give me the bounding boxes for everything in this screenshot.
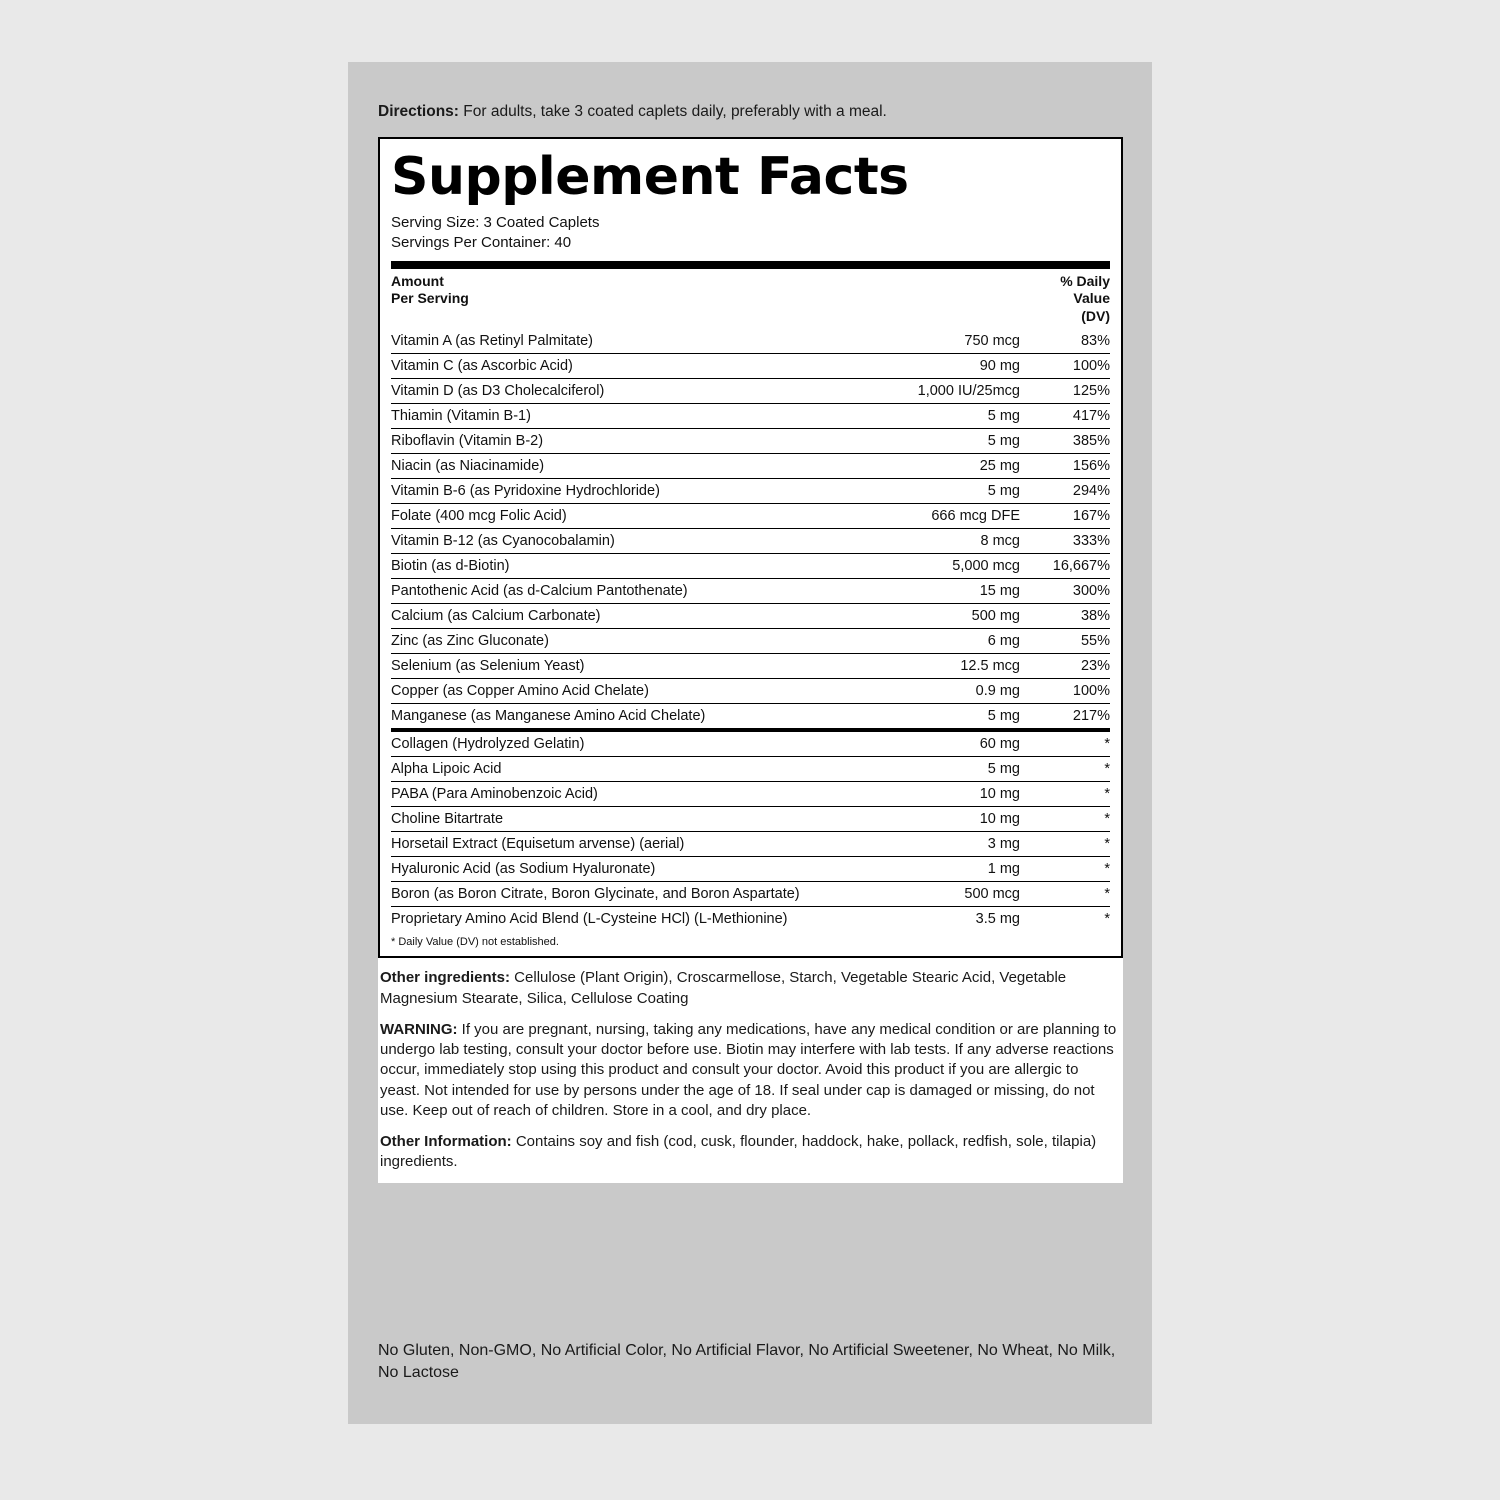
nutrient-daily-value: 333%	[1020, 529, 1110, 554]
table-row	[391, 907, 1110, 932]
table-row	[391, 704, 1110, 731]
table-header-row	[391, 269, 1110, 330]
table-row	[391, 807, 1110, 832]
page-title: Supplement Facts	[391, 147, 909, 207]
dv-header-line2: Value	[1073, 290, 1110, 307]
nutrient-amount: 5 mg	[840, 757, 1020, 782]
nutrient-name: Vitamin D (as D3 Cholecalciferol)	[391, 379, 840, 404]
nutrient-amount: 12.5 mcg	[840, 654, 1020, 679]
nutrient-amount: 5 mg	[840, 479, 1020, 504]
nutrient-name: Horsetail Extract (Equisetum arvense) (aerial)	[391, 832, 840, 857]
nutrient-name: Thiamin (Vitamin B-1)	[391, 404, 840, 429]
other-information	[380, 1132, 1121, 1173]
table-row	[391, 529, 1110, 554]
dv-header-line3: (DV)	[1081, 307, 1110, 324]
nutrient-daily-value: *	[1020, 757, 1110, 782]
nutrient-amount: 10 mg	[840, 782, 1020, 807]
nutrient-daily-value: 83%	[1020, 329, 1110, 354]
table-row	[391, 832, 1110, 857]
directions-label: Directions:	[378, 103, 459, 120]
table-row	[391, 679, 1110, 704]
nutrient-amount: 1 mg	[840, 857, 1020, 882]
nutrient-name: Folate (400 mcg Folic Acid)	[391, 504, 840, 529]
nutrient-name: Alpha Lipoic Acid	[391, 757, 840, 782]
nutrient-amount: 5 mg	[840, 429, 1020, 454]
nutrient-daily-value: 300%	[1020, 579, 1110, 604]
daily-value-header	[1020, 269, 1110, 330]
nutrient-name: PABA (Para Aminobenzoic Acid)	[391, 782, 840, 807]
nutrient-daily-value: *	[1020, 857, 1110, 882]
table-row	[391, 329, 1110, 354]
nutrition-table	[391, 269, 1110, 932]
nutrient-name: Niacin (as Niacinamide)	[391, 454, 840, 479]
table-row	[391, 404, 1110, 429]
nutrient-name: Selenium (as Selenium Yeast)	[391, 654, 840, 679]
nutrient-daily-value: *	[1020, 807, 1110, 832]
nutrient-name: Biotin (as d-Biotin)	[391, 554, 840, 579]
directions-line	[378, 102, 1123, 122]
amount-header-line1: Amount	[391, 272, 444, 289]
nutrient-name: Pantothenic Acid (as d-Calcium Pantothenate)	[391, 579, 840, 604]
table-row	[391, 479, 1110, 504]
nutrient-amount: 15 mg	[840, 579, 1020, 604]
nutrient-daily-value: *	[1020, 882, 1110, 907]
table-row	[391, 379, 1110, 404]
nutrient-amount: 25 mg	[840, 454, 1020, 479]
product-claims: No Gluten, Non-GMO, No Artificial Color, No Artificial Flavor, No Artificial Sweetener, No Wheat, No Milk, No Lactose	[378, 1342, 1116, 1381]
nutrient-amount: 90 mg	[840, 354, 1020, 379]
nutrient-name: Copper (as Copper Amino Acid Chelate)	[391, 679, 840, 704]
nutrient-name: Proprietary Amino Acid Blend (L-Cysteine HCl) (L-Methionine)	[391, 911, 788, 928]
nutrient-name: Vitamin C (as Ascorbic Acid)	[391, 354, 840, 379]
nutrient-daily-value: *	[1104, 911, 1110, 928]
table-row	[391, 579, 1110, 604]
nutrient-daily-value: 167%	[1020, 504, 1110, 529]
servings-per-container: Servings Per Container: 40	[391, 233, 572, 251]
table-row	[391, 654, 1110, 679]
nutrient-amount: 750 mcg	[840, 329, 1020, 354]
nutrient-amount: 0.9 mg	[840, 679, 1020, 704]
nutrient-daily-value: 294%	[1020, 479, 1110, 504]
serving-size: Serving Size: 3 Coated Caplets	[391, 214, 600, 231]
nutrient-daily-value: 417%	[1020, 404, 1110, 429]
table-row	[391, 730, 1110, 757]
nutrient-amount: 6 mg	[840, 629, 1020, 654]
nutrient-name: Riboflavin (Vitamin B-2)	[391, 429, 840, 454]
label-page	[348, 62, 1152, 1424]
supplement-facts-box	[378, 137, 1123, 958]
amount-header-spacer	[840, 269, 1020, 330]
amount-header-line2: Per Serving	[391, 290, 469, 307]
table-row	[391, 454, 1110, 479]
nutrient-amount: 3.5 mg	[975, 911, 1020, 928]
table-row	[391, 782, 1110, 807]
nutrient-name: Hyaluronic Acid (as Sodium Hyaluronate)	[391, 857, 840, 882]
nutrient-amount: 1,000 IU/25mcg	[840, 379, 1020, 404]
nutrient-daily-value: 23%	[1020, 654, 1110, 679]
table-row	[391, 354, 1110, 379]
table-row	[391, 857, 1110, 882]
panel-notes	[378, 958, 1123, 1182]
header-divider	[391, 261, 1110, 269]
other-ingredients-text: Cellulose (Plant Origin), Croscarmellose, Starch, Vegetable Stearic Acid, Vegetable Magnesium Stearate, Silica, Cellulose Coating	[380, 969, 1067, 1007]
nutrient-daily-value: 38%	[1020, 604, 1110, 629]
table-row	[391, 504, 1110, 529]
nutrient-name: Boron (as Boron Citrate, Boron Glycinate, and Boron Aspartate)	[391, 882, 840, 907]
other-ingredients-label: Other ingredients:	[380, 969, 511, 987]
nutrient-daily-value: 16,667%	[1020, 554, 1110, 579]
table-row	[391, 757, 1110, 782]
nutrient-daily-value: 55%	[1020, 629, 1110, 654]
nutrient-daily-value: 156%	[1020, 454, 1110, 479]
other-ingredients	[380, 968, 1121, 1009]
nutrient-amount: 500 mg	[840, 604, 1020, 629]
nutrient-name: Vitamin B-6 (as Pyridoxine Hydrochloride)	[391, 479, 840, 504]
supplement-panel	[378, 137, 1123, 1183]
nutrient-daily-value: *	[1020, 782, 1110, 807]
nutrient-amount: 5 mg	[840, 704, 1020, 731]
directions-text: For adults, take 3 coated caplets daily, preferably with a meal.	[458, 103, 887, 120]
nutrient-amount: 500 mcg	[840, 882, 1020, 907]
other-information-text: Contains soy and fish (cod, cusk, flounder, haddock, hake, pollack, redfish, sole, tilapia) ingredients.	[380, 1133, 1097, 1171]
nutrient-daily-value: 217%	[1020, 704, 1110, 731]
nutrient-name: Collagen (Hydrolyzed Gelatin)	[391, 730, 840, 757]
nutrient-daily-value: *	[1020, 832, 1110, 857]
warning	[380, 1020, 1121, 1121]
nutrient-amount: 3 mg	[840, 832, 1020, 857]
nutrient-daily-value: 100%	[1020, 354, 1110, 379]
warning-label: WARNING:	[380, 1020, 458, 1038]
nutrient-amount: 666 mcg DFE	[840, 504, 1020, 529]
table-row	[391, 882, 1110, 907]
nutrient-amount: 8 mcg	[840, 529, 1020, 554]
dv-header-line1: % Daily	[1060, 272, 1110, 289]
table-row	[391, 429, 1110, 454]
dv-footnote: * Daily Value (DV) not established.	[391, 936, 559, 949]
table-row	[391, 604, 1110, 629]
nutrient-daily-value: *	[1020, 730, 1110, 757]
amount-header	[391, 269, 840, 330]
nutrient-amount: 10 mg	[840, 807, 1020, 832]
table-row	[391, 629, 1110, 654]
nutrient-daily-value: 125%	[1020, 379, 1110, 404]
nutrient-amount: 5,000 mcg	[840, 554, 1020, 579]
nutrient-name: Vitamin A (as Retinyl Palmitate)	[391, 329, 840, 354]
nutrient-name: Calcium (as Calcium Carbonate)	[391, 604, 840, 629]
nutrient-amount: 5 mg	[840, 404, 1020, 429]
other-information-label: Other Information:	[380, 1133, 512, 1151]
table-row	[391, 554, 1110, 579]
nutrient-name: Manganese (as Manganese Amino Acid Chelate)	[391, 704, 840, 731]
nutrient-daily-value: 385%	[1020, 429, 1110, 454]
nutrient-name: Zinc (as Zinc Gluconate)	[391, 629, 840, 654]
nutrient-amount: 60 mg	[840, 730, 1020, 757]
nutrient-name: Choline Bitartrate	[391, 807, 840, 832]
nutrient-name: Vitamin B-12 (as Cyanocobalamin)	[391, 529, 840, 554]
nutrient-daily-value: 100%	[1020, 679, 1110, 704]
warning-text: If you are pregnant, nursing, taking any medications, have any medical condition or are planning to undergo lab testing, consult your doctor before use. Biotin may interfere with lab tests. If any adverse reactions occur, immediately stop using this product and consult your doctor. Avoid this product if you are allergic to yeast. Not intended for use by persons under the age of 18. If seal under cap is damaged or missing, do not use. Keep out of reach of children. Store in a cool, and dry place.	[380, 1020, 1117, 1119]
